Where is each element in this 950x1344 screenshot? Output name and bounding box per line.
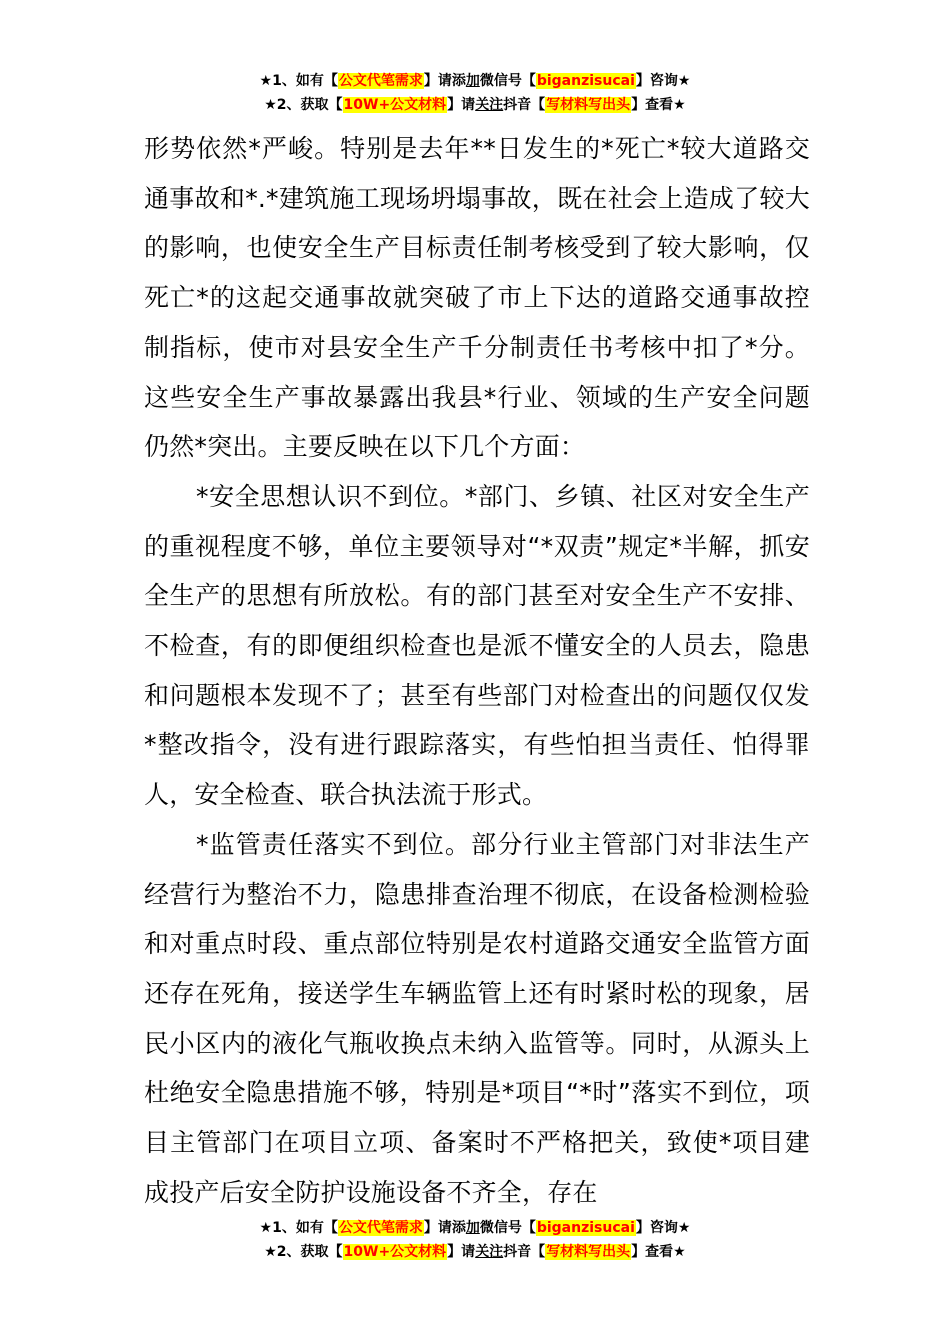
paragraph: *监管责任落实不到位。部分行业主管部门对非法生产经营行为整治不力，隐患排查治理不彻底，在设备检测检验和对重点时段、重点部位特别是农村道路交通安全监管方面还存在死角，接送学生车辆监管上还有时紧时松的现象，居民小区内的液化气瓶收换点未纳入监管等。同时，从源头上杜绝安全隐患措施不够，特别是*项目“*时”落实不到位，项目主管部门在项目立项、备案时不严格把关，致使*项目建成投产后安全防护设施设备不齐全，存在 — [144, 829, 810, 1207]
banner-highlight: 写材料写出头 — [546, 1244, 631, 1260]
banner-text: 微信号【 — [479, 73, 536, 89]
banner-text: ★1、如有【 — [259, 73, 338, 89]
banner-text-underlined: 关注 — [475, 1244, 504, 1260]
banner-line-2 — [0, 93, 950, 117]
paragraph: *安全思想认识不到位。*部门、乡镇、社区对安全生产的重视程度不够，单位主要领导对“*双责”规定*半解，抓安全生产的思想有所放松。有的部门甚至对安全生产不安排、不检查，有的即便组织检查也是派不懂安全的人员去，隐患和问题根本发现不了；甚至有些部门对检查出的问题仅仅发*整改指令，没有进行跟踪落实，有些怕担当责任、怕得罪人，安全检查、联合执法流于形式。 — [144, 481, 810, 810]
banner-highlight: 10W+公文材料 — [343, 1244, 447, 1260]
document-body — [144, 124, 810, 1217]
banner-text: 】请添 — [423, 73, 466, 89]
banner-text: ★1、如有【 — [259, 1220, 338, 1236]
footer-banner — [0, 1216, 950, 1264]
banner-text: ★2、获取【 — [264, 97, 343, 113]
banner-text: 】查看★ — [631, 97, 686, 113]
header-banner — [0, 69, 950, 117]
banner-text-underlined: 加 — [465, 1220, 480, 1236]
banner-text: 】咨询★ — [635, 1220, 691, 1236]
banner-highlight: 写材料写出头 — [546, 97, 631, 113]
banner-text: ★2、获取【 — [264, 1244, 343, 1260]
banner-highlight: 10W+公文材料 — [343, 97, 447, 113]
banner-line-1 — [0, 1216, 950, 1240]
banner-text: 】咨询★ — [635, 73, 691, 89]
banner-line-1 — [0, 69, 950, 93]
banner-highlight: 公文代笔需求 — [338, 73, 423, 89]
banner-highlight: 公文代笔需求 — [338, 1220, 423, 1236]
banner-text: 抖音【 — [503, 97, 546, 113]
banner-text: 】查看★ — [631, 1244, 686, 1260]
banner-text: 微信号【 — [479, 1220, 536, 1236]
banner-text: 抖音【 — [503, 1244, 546, 1260]
banner-text-underlined: 加 — [465, 73, 480, 89]
banner-highlight: biganzisucai — [536, 73, 635, 89]
banner-highlight: biganzisucai — [536, 1220, 635, 1236]
banner-text: 】请 — [447, 1244, 476, 1260]
paragraph: 形势依然*严峻。特别是去年**日发生的*死亡*较大道路交通事故和*.*建筑施工现场坍塌事故，既在社会上造成了较大的影响，也使安全生产目标责任制考核受到了较大影响，仅死亡*的这起交通事故就突破了市上下达的道路交通事故控制指标，使市对县安全生产千分制责任书考核中扣了*分。这些安全生产事故暴露出我县*行业、领域的生产安全问题仍然*突出。主要反映在以下几个方面： — [144, 134, 810, 462]
banner-text: 】请 — [447, 97, 476, 113]
banner-line-2 — [0, 1240, 950, 1264]
banner-text-underlined: 关注 — [475, 97, 504, 113]
banner-text: 】请添 — [423, 1220, 466, 1236]
